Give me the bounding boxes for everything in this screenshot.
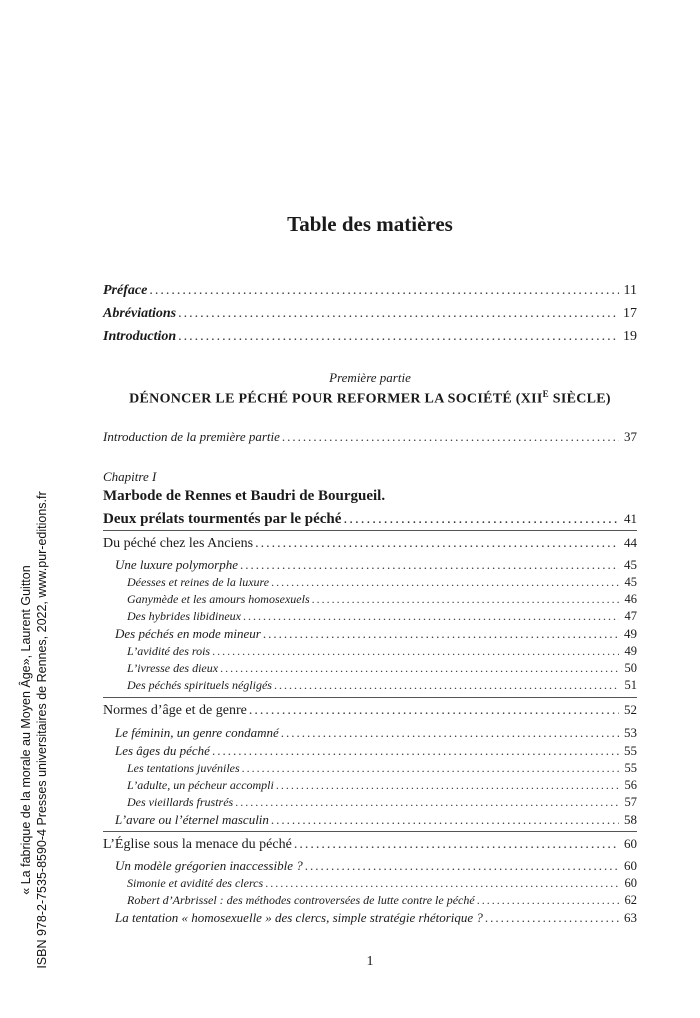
toc-entry-subsubsection[interactable]: Les tentations juvéniles ..... 55 [103,759,637,777]
toc-entry-page: 41 [624,511,637,526]
toc-entry-subsubsection[interactable]: Déesses et reines de la luxure ..... 45 [103,573,637,591]
sidebar-line: « La fabrique de la morale au Moyen Âge», Laurent Guitton [19,565,33,895]
toc-entry-section[interactable]: L’Église sous la menace du péché ..... 60 [103,835,637,854]
toc-entry-subsubsection[interactable]: Des hybrides libidineux ..... 47 [103,607,637,625]
toc-entry-subsubsection[interactable]: Robert d’Arbrissel : des méthodes controversées de lutte contre le péché ..... 62 [103,891,637,909]
divider [103,831,637,832]
sidebar-line: ISBN 978-2-7535-8590-4 Presses universitaires de Rennes, 2022, www.pur-editions.fr [35,491,49,969]
toc-entry-subsection[interactable]: La tentation « homosexuelle » des clercs, simple stratégie rhétorique ? ..... 63 [103,909,637,927]
toc-entry-subsubsection[interactable]: Des vieillards frustrés ..... 57 [103,793,637,811]
toc-entry-subsubsection[interactable]: Ganymède et les amours homosexuels ..... 46 [103,590,637,608]
toc-entry-page: 37 [624,429,637,444]
divider [103,530,637,531]
toc-entry-introduction[interactable] [103,328,637,346]
toc-entry-subsubsection[interactable]: L’adulte, un pécheur accompli ..... 56 [103,776,637,794]
chapter-label: Chapitre I [103,469,157,484]
toc-entry-part-intro[interactable] [103,428,637,446]
toc-entry-label: Introduction de la première partie [103,429,280,444]
copyright-sidebar [18,460,66,1000]
part-label: Première partie [329,370,411,385]
toc-entry-subsection[interactable]: Un modèle grégorien inaccessible ? ..... 60 [103,857,637,875]
toc-entry-subsubsection[interactable]: Des péchés spirituels négligés ..... 51 [103,676,637,694]
toc-entry-page: 11 [623,283,637,298]
toc-entry-subsection[interactable]: Une luxure polymorphe ..... 45 [103,556,637,574]
toc-entry-abreviations[interactable] [103,305,637,323]
toc-entry-subsection[interactable]: L’avare ou l’éternel masculin ..... 58 [103,811,637,829]
toc-entry-subsubsection[interactable]: Simonie et avidité des clercs ..... 60 [103,874,637,892]
toc-entry-subsubsection[interactable]: L’avidité des rois ..... 49 [103,642,637,660]
toc-entry-label: Abréviations [103,306,177,321]
toc-entry-page: 19 [623,329,637,344]
toc-entry-label: Préface [103,283,148,298]
toc-entry-section[interactable]: Du péché chez les Anciens ..... 44 [103,534,637,553]
toc-entry-subsubsection[interactable]: L’ivresse des dieux ..... 50 [103,659,637,677]
page-number: 1 [366,954,374,969]
toc-entry-preface[interactable] [103,282,637,300]
toc-entry-chapter[interactable] [103,510,637,528]
toc-entry-label: Deux prélats tourmentés par le péché [103,511,342,527]
toc-entry-section[interactable]: Normes d’âge et de genre ..... 52 [103,701,637,720]
chapter-title-line1: Marbode de Rennes et Baudri de Bourgueil. [103,488,386,504]
toc-entry-label: Introduction [103,329,177,344]
divider [103,697,637,698]
page-title: Table des matières [287,212,453,236]
toc-entry-subsection[interactable]: Des péchés en mode mineur ..... 49 [103,625,637,643]
toc-entry-subsection[interactable]: Le féminin, un genre condamné ..... 53 [103,724,637,742]
toc-entry-subsection[interactable]: Les âges du péché ..... 55 [103,742,637,760]
toc-entry-page: 17 [623,306,637,321]
part-title: DÉNONCER LE PÉCHÉ POUR REFORMER LA SOCIÉTÉ ($XII^E$ SIÈCLE) [129,389,611,407]
